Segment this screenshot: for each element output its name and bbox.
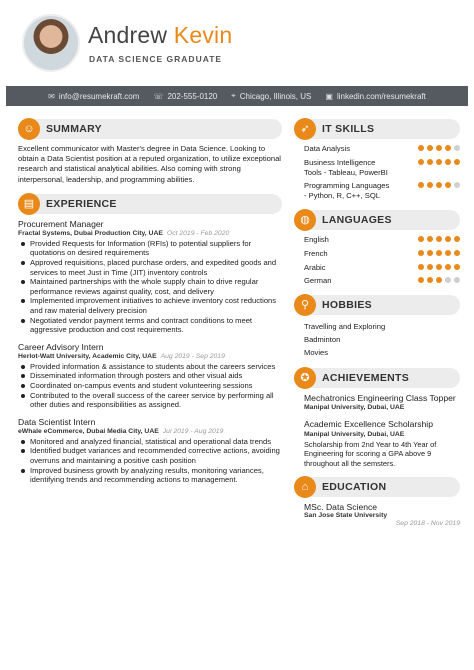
job-bullet: Disseminated information through posters and other visual aids (18, 371, 282, 381)
rating-dot (427, 159, 433, 165)
job-bullets (18, 437, 282, 485)
skills-item (294, 144, 460, 154)
email-text: info@resumekraft.com (58, 91, 140, 101)
rating-dot (445, 250, 451, 256)
job-bullet: Approved requisitions, placed purchase orders, and expedited goods and services to meet Just in Time (JIT) inventory controls (18, 258, 282, 277)
rating-dot (454, 159, 460, 165)
contact-email[interactable] (48, 92, 139, 101)
job-bullets (18, 239, 282, 335)
experience-heading: ▤ EXPERIENCE (18, 193, 282, 215)
rating-dot (427, 277, 433, 283)
resume-header (0, 0, 474, 86)
education-heading: ⌂ EDUCATION (294, 476, 460, 498)
job-company: eWhale eCommerce, Dubai Media City, UAE (18, 427, 159, 435)
skills-list (294, 144, 460, 201)
rating-dot (445, 236, 451, 242)
rating-dot (427, 182, 433, 188)
education-school: San Jose State University (304, 512, 388, 520)
languages-name: German (304, 276, 332, 286)
rating-dot (454, 145, 460, 151)
phone-text: 202-555-0120 (167, 91, 218, 101)
skills-item (294, 181, 460, 201)
globe-icon: ◍ (294, 209, 316, 231)
summary-text: Excellent communicator with Master's degree in Data Science. Looking to obtain a Data Scientist position at a reputed organization, to utilize exceptional research and statistical analytical abilities. Also coming with strong interpersonal, leadership, and programming abilities. (18, 144, 281, 184)
rating-dot (418, 236, 424, 242)
map-pin-icon: ⌖ (231, 91, 236, 100)
person-icon: ☺ (18, 118, 40, 140)
experience-list (18, 219, 282, 485)
left-column (18, 118, 282, 492)
languages-item (294, 249, 460, 259)
rating-dot (445, 182, 451, 188)
job-entry (18, 417, 282, 485)
hobby-item: Movies (304, 348, 329, 358)
contact-bar (6, 86, 468, 106)
linkedin-icon: ▣ (325, 91, 333, 101)
job-entry (18, 342, 282, 410)
achievements-list (294, 393, 460, 468)
rating-dot (418, 182, 424, 188)
hobbies-list (294, 320, 460, 359)
contact-linkedin[interactable] (325, 92, 425, 101)
rating-dots (418, 276, 460, 283)
rating-dot (436, 264, 442, 270)
skills-name: Data Analysis (304, 144, 351, 153)
languages-item (294, 276, 460, 286)
graduation-cap-icon: ⌂ (294, 476, 316, 498)
job-bullet: Coordinated on-campus events and student volunteering sessions (18, 381, 282, 391)
rating-dot (427, 264, 433, 270)
languages-name: Arabic (304, 262, 326, 272)
achievement-desc: Scholarship from 2nd Year to 4th Year of Engineering for scoring a GPA above 9 throughout all the semsters. (304, 439, 437, 468)
job-entry (18, 219, 282, 335)
job-title: Data Scientist Intern (18, 416, 96, 427)
job-bullet: Provided Requests for Information (RFIs) to potential suppliers for quotations on desired requirements (18, 239, 282, 258)
rating-dot (454, 277, 460, 283)
languages-list (294, 235, 460, 286)
linkedin-text: linkedin.com/resumekraft (336, 91, 426, 101)
job-company-line (18, 353, 282, 360)
rating-dot (454, 264, 460, 270)
achievement-org: Manipal University, Dubai, UAE (304, 404, 405, 412)
job-bullet: Identified budget variances and recommended corrective actions, avoiding overruns and maintaining a positive cash position (18, 446, 282, 465)
right-column (294, 118, 460, 527)
last-name: Kevin (173, 22, 233, 48)
rating-dot (427, 236, 433, 242)
rating-dot (418, 250, 424, 256)
rating-dot (454, 182, 460, 188)
rating-dots (418, 263, 460, 270)
rocket-icon: ➶ (294, 118, 316, 140)
achievement-title: Mechatronics Engineering Class Topper (304, 393, 456, 404)
rating-dots (418, 158, 460, 165)
rating-dots (418, 235, 460, 242)
rating-dot (445, 277, 451, 283)
rating-dot (427, 250, 433, 256)
job-company-line (18, 230, 282, 237)
rating-dot (436, 277, 442, 283)
achievement-title: Academic Excellence Scholarship (304, 419, 433, 430)
contact-phone[interactable] (153, 92, 217, 101)
skills-name: Programming Languages - Python, R, C++, SQL (304, 181, 390, 201)
job-date: Jul 2019 - Aug 2019 (162, 427, 224, 435)
job-company: Fractal Systems, Dubai Production City, UAE (18, 229, 163, 237)
hobby-item: Badminton (304, 335, 341, 345)
job-bullet: Improved business growth by analyzing results, monitoring variances, identifying trends and recommending actions to management. (18, 466, 282, 485)
education-degree: MSc. Data Science (304, 502, 378, 513)
rating-dot (436, 236, 442, 242)
skills-item (294, 158, 460, 178)
profile-photo (22, 14, 80, 72)
education-entry (294, 502, 460, 527)
rating-dot (418, 145, 424, 151)
rating-dot (436, 145, 442, 151)
job-bullet: Provided information & assistance to students about the careers services (18, 362, 282, 372)
skills-name: Business Intelligence Tools - Tableau, PowerBI (304, 157, 388, 177)
job-bullets (18, 362, 282, 410)
job-company: Herlot-Watt University, Academic City, UAE (18, 352, 157, 360)
phone-icon: ☏ (153, 91, 164, 101)
candidate-name (88, 22, 232, 49)
rating-dot (445, 264, 451, 270)
rating-dot (445, 145, 451, 151)
rating-dots (418, 181, 460, 188)
rating-dot (454, 236, 460, 242)
job-company-line (18, 428, 282, 435)
achievement-entry (294, 393, 460, 411)
contact-location (231, 91, 311, 101)
job-bullet: Monitored and analyzed financial, statistical and operational data trends (18, 437, 282, 447)
job-date: Aug 2019 - Sep 2019 (160, 352, 225, 360)
rating-dot (427, 145, 433, 151)
languages-heading: ◍ LANGUAGES (294, 209, 460, 231)
summary-heading: ☺ SUMMARY (18, 118, 282, 140)
achievement-org: Manipal University, Dubai, UAE (304, 430, 405, 438)
award-icon: ✪ (294, 367, 316, 389)
job-subtitle: DATA SCIENCE GRADUATE (89, 54, 223, 64)
job-bullet: Implemented improvement initiatives to achieve inventory cost reductions and raw material delivery precision (18, 296, 282, 315)
briefcase-icon: ▤ (18, 193, 40, 215)
rating-dots (418, 249, 460, 256)
rating-dot (436, 159, 442, 165)
bicycle-icon: ⚲ (294, 294, 316, 316)
envelope-icon: ✉ (48, 91, 55, 101)
job-bullet: Maintained partnerships with the whole supply chain to drive regular performance reviews against quality, cost, and delivery (18, 277, 282, 296)
hobbies-heading: ⚲ HOBBIES (294, 294, 460, 316)
languages-item (294, 235, 460, 245)
location-text: Chicago, Illinois, US (239, 91, 312, 101)
achievement-entry (294, 419, 460, 468)
rating-dot (418, 264, 424, 270)
job-title: Procurement Manager (18, 218, 104, 229)
rating-dot (445, 159, 451, 165)
job-bullet: Negotiated vendor payment terms and contract conditions to meet aggressive production and cost requirements. (18, 316, 282, 335)
job-date: Oct 2019 - Feb 2020 (166, 229, 230, 237)
rating-dot (436, 250, 442, 256)
rating-dot (454, 250, 460, 256)
languages-name: French (304, 248, 328, 258)
rating-dot (418, 277, 424, 283)
rating-dot (418, 159, 424, 165)
rating-dot (436, 182, 442, 188)
job-title: Career Advisory Intern (18, 341, 104, 352)
languages-name: English (304, 234, 329, 244)
rating-dots (418, 144, 460, 151)
education-date: Sep 2018 - Nov 2019 (395, 520, 460, 528)
skills-heading: ➶ IT SKILLS (294, 118, 460, 140)
languages-item (294, 263, 460, 273)
first-name: Andrew (88, 22, 168, 48)
hobby-item: Travelling and Exploring (304, 322, 386, 332)
job-bullet: Contributed to the overall success of the career service by performing all other duties and responsibilities as assigned. (18, 391, 282, 410)
achievements-heading: ✪ ACHIEVEMENTS (294, 367, 460, 389)
